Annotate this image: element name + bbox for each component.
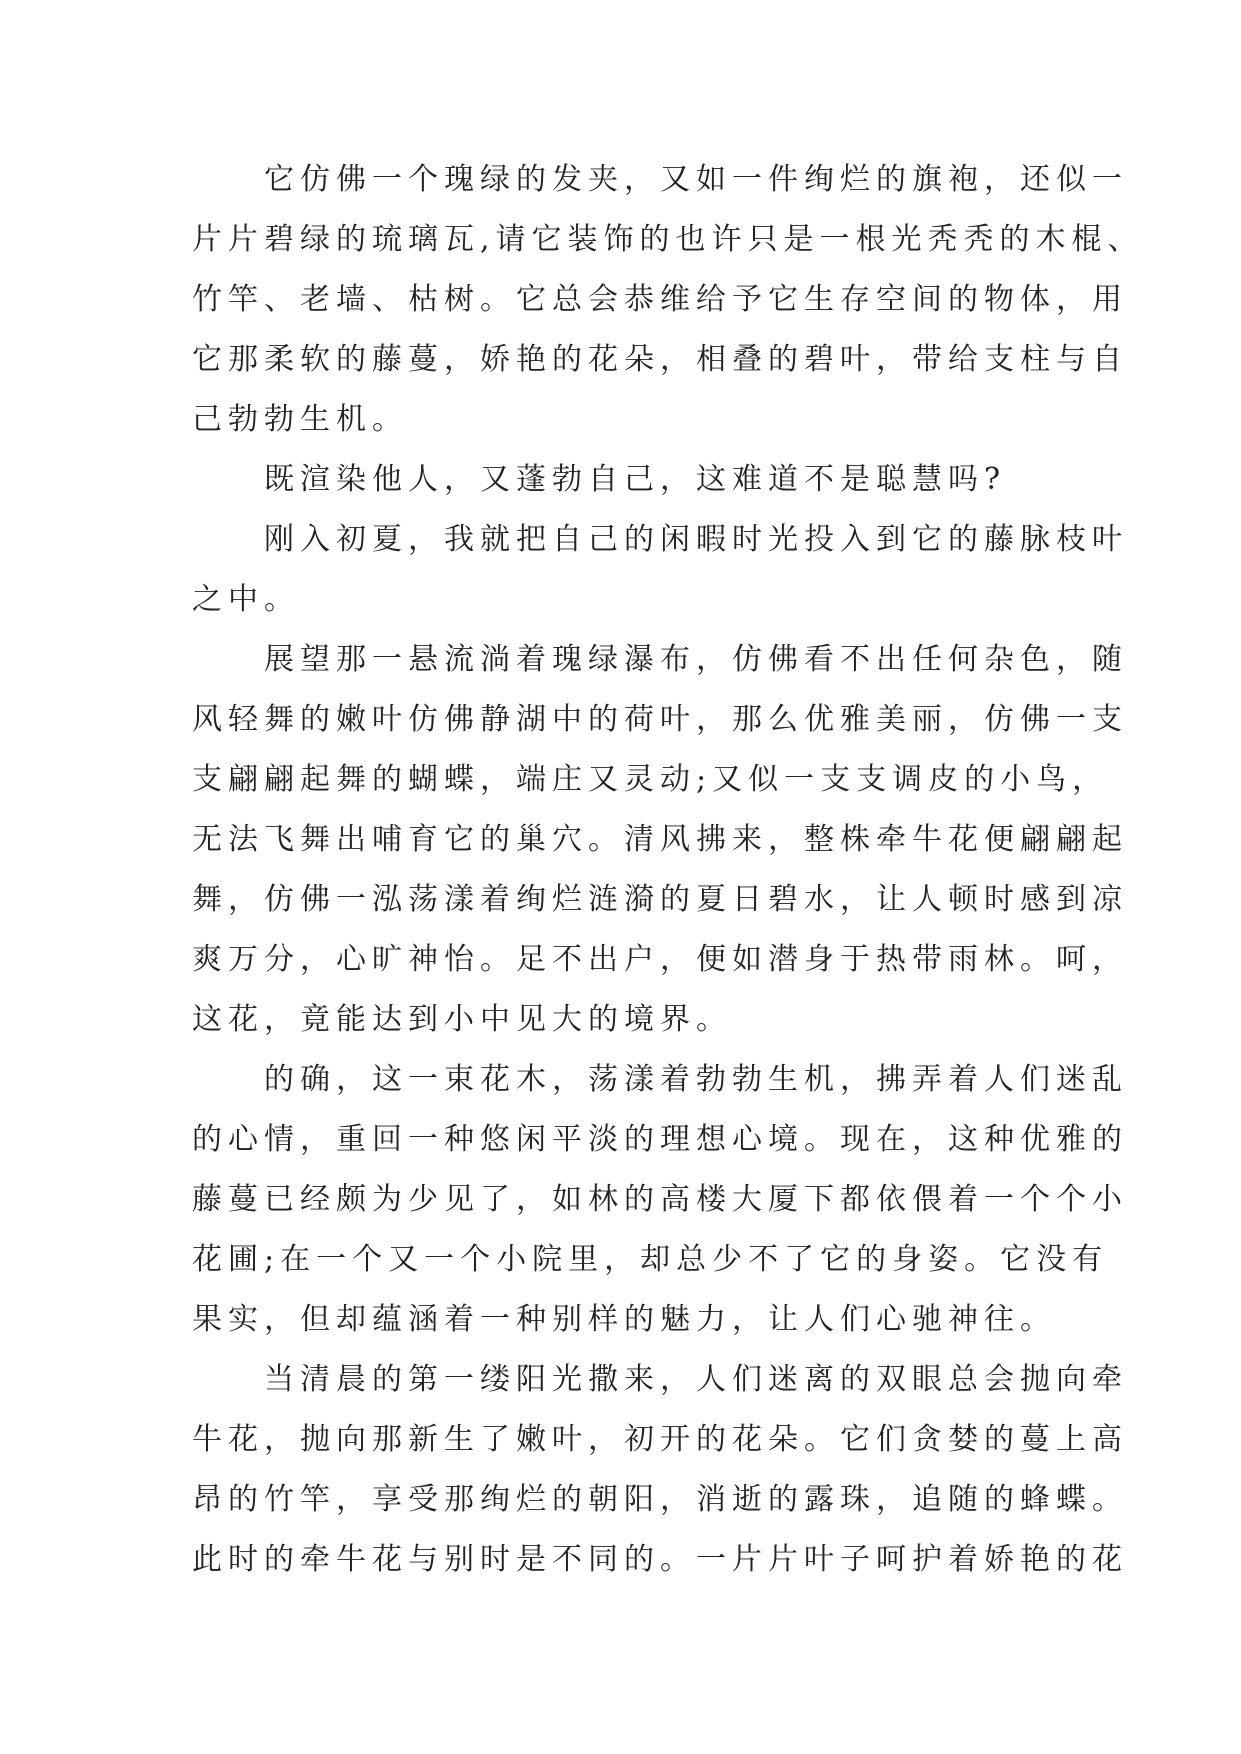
text-line: 支翩翩起舞的蝴蝶，端庄又灵动;又似一支支调皮的小鸟， [192,762,1109,797]
text-line: 这花，竟能达到小中见大的境界。 [192,1002,732,1037]
text-line: 牛花，抛向那新生了嫩叶，初开的花朵。它们贪婪的蔓上高 [192,1422,1128,1457]
text-line: 展望那一悬流淌着瑰绿瀑布，仿佛看不出任何杂色，随 [192,642,1128,677]
text-line: 风轻舞的嫩叶仿佛静湖中的荷叶，那么优雅美丽，仿佛一支 [192,702,1128,737]
text-line: 的确，这一束花木，荡漾着勃勃生机，拂弄着人们迷乱 [192,1062,1128,1097]
document-body-text [192,150,1144,1590]
text-line: 此时的牵牛花与别时是不同的。一片片叶子呵护着娇艳的花 [192,1542,1128,1577]
text-line: 无法飞舞出哺育它的巢穴。清风拂来，整株牵牛花便翩翩起 [192,822,1128,857]
text-line: 己勃勃生机。 [192,402,408,437]
text-line: 花圃;在一个又一个小院里，却总少不了它的身姿。它没有 [192,1242,1109,1277]
text-line: 竹竿、老墙、枯树。它总会恭维给予它生存空间的物体，用 [192,282,1128,317]
text-line: 昂的竹竿，享受那绚烂的朝阳，消逝的露珠，追随的蜂蝶。 [192,1482,1128,1517]
text-line: 藤蔓已经颇为少见了，如林的高楼大厦下都依偎着一个个小 [192,1182,1128,1217]
text-line: 爽万分，心旷神怡。足不出户，便如潜身于热带雨林。呵， [192,942,1128,977]
text-line: 片片碧绿的琉璃瓦,请它装饰的也许只是一根光秃秃的木棍、 [192,222,1144,257]
text-line: 它仿佛一个瑰绿的发夹，又如一件绚烂的旗袍，还似一 [192,162,1128,197]
text-line: 既渲染他人，又蓬勃自己，这难道不是聪慧吗? [192,462,1007,497]
text-line: 刚入初夏，我就把自己的闲暇时光投入到它的藤脉枝叶 [192,522,1128,557]
text-line: 舞，仿佛一泓荡漾着绚烂涟漪的夏日碧水，让人顿时感到凉 [192,882,1128,917]
text-line: 当清晨的第一缕阳光撒来，人们迷离的双眼总会抛向牵 [192,1362,1128,1397]
text-line: 的心情，重回一种悠闲平淡的理想心境。现在，这种优雅的 [192,1122,1128,1157]
text-line: 果实，但却蕴涵着一种别样的魅力，让人们心驰神往。 [192,1302,1056,1337]
text-line: 它那柔软的藤蔓，娇艳的花朵，相叠的碧叶，带给支柱与自 [192,342,1128,377]
text-line: 之中。 [192,582,300,617]
